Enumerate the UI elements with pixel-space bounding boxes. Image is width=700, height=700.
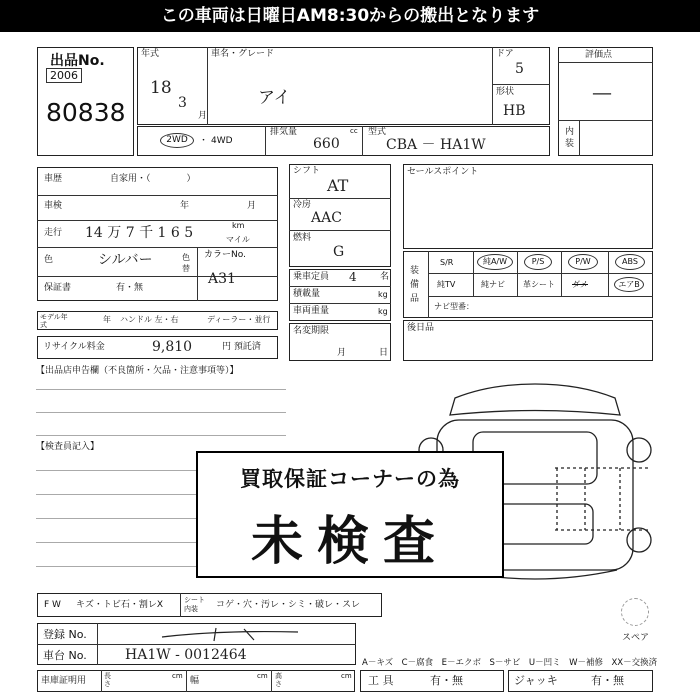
type-value: CBA － HA1W [386, 137, 486, 153]
color-code-value: A31 [208, 271, 236, 287]
equip-tv: 純TV [437, 280, 456, 289]
certificate-height-unit: cm [341, 672, 352, 680]
model-year-year: 年 [103, 315, 111, 324]
equip-abs: ABS [615, 254, 645, 270]
damage-legend: A－キズ C－腐食 E－エクボ S－サビ U－凹ミ W－補修 XX－交換済 [362, 658, 658, 668]
ac-value: AAC [311, 210, 342, 226]
displacement-unit: cc [350, 127, 358, 135]
equip-pw: P/W [568, 254, 598, 270]
jack-label: ジャッキ [514, 674, 558, 687]
tools-label: 工 具 [368, 674, 394, 687]
equip-navi-model: ナビ型番： [434, 302, 474, 311]
recycle-unit: 円 預託済 [222, 342, 261, 352]
recycle-value: 9,810 [152, 339, 193, 355]
history-value: 自家用・（ ） [110, 174, 196, 184]
mileage-label: 走行 [44, 228, 63, 238]
fuel-value: G [333, 244, 345, 260]
seat-label: シート内装 [184, 596, 205, 613]
mileage-mile: マイル [226, 235, 250, 244]
model-label: 車名・グレード [211, 49, 275, 59]
stamp-line-2: 未検査 [250, 512, 449, 572]
capacity-unit: 名 [380, 272, 390, 282]
color-code-label: カラーNo. [204, 250, 246, 260]
year-value: 18 [150, 78, 172, 98]
inspection-year: 年 [180, 201, 190, 211]
inspection-month: 月 [247, 201, 257, 211]
equipment-label: 装備品 [410, 266, 420, 304]
dealer: ディーラー・並行 [207, 315, 271, 324]
equip-navi: 純ナビ [481, 280, 505, 289]
equip-leather: 革シート [523, 280, 555, 289]
drive-sep: ・ [199, 136, 209, 146]
name-change-month: 月 [337, 348, 347, 358]
certificate-length-unit: cm [172, 672, 183, 680]
equip-aw: 純A/W [477, 254, 513, 270]
color-value: シルバー [98, 252, 153, 268]
later-box [403, 320, 653, 361]
doors-label: ドア [496, 49, 514, 59]
model-year-label: モデル年式 [40, 313, 68, 329]
recycle-label: リサイクル料金 [43, 342, 105, 352]
drive-4wd: 4WD [211, 136, 233, 146]
capacity-value: 4 [349, 270, 357, 284]
not-inspected-stamp [196, 451, 504, 578]
capacity-label: 乗車定員 [293, 272, 330, 282]
chassis-label: 車台 No. [43, 649, 87, 662]
registration-strike [160, 625, 300, 643]
certificate-length: 長さ [104, 672, 111, 688]
spare-label: スペア [622, 633, 650, 643]
score-label: 評価点 [585, 50, 613, 60]
color-label: 色 [44, 255, 54, 265]
color-change: 色替 [182, 253, 190, 273]
history-label: 車歴 [44, 174, 63, 184]
sales-points-label: セールスポイント [407, 167, 479, 177]
stamp-line-1: 買取保証コーナーの為 [240, 467, 460, 491]
tools-value: 有・無 [430, 674, 463, 687]
certificate-width: 幅 [190, 676, 200, 686]
inspector-label: 【検査員記入】 [36, 442, 100, 452]
registration-label: 登録 No. [43, 628, 87, 641]
seat-value: コゲ・穴・汚レ・シミ・破レ・スレ [216, 600, 361, 610]
load-label: 積載量 [293, 289, 321, 299]
weight-unit: kg [378, 307, 388, 316]
lot-number: 80838 [46, 98, 126, 127]
warranty-value: 有・無 [116, 283, 144, 293]
score-value: — [592, 80, 612, 104]
shape-value: HB [503, 103, 526, 119]
month-unit: 月 [198, 111, 208, 121]
displacement-label: 排気量 [270, 127, 298, 137]
lot-year: 2006 [46, 68, 82, 83]
month-value: 3 [178, 95, 187, 111]
equip-ps: P/S [524, 254, 552, 270]
doors-value: 5 [515, 61, 524, 77]
interior-label: 内装 [565, 127, 575, 149]
inspection-label: 車検 [44, 201, 63, 211]
mileage-km: km [232, 221, 245, 230]
displacement-value: 660 [313, 136, 340, 152]
model-value: アイ [258, 88, 291, 108]
certificate-label: 車庫証明用 [41, 676, 87, 686]
load-unit: kg [378, 290, 388, 299]
shift-label: シフト [293, 166, 321, 176]
name-change-label: 名変期限 [293, 326, 330, 336]
fuel-label: 燃料 [293, 233, 312, 243]
lot-label: 出品No. [50, 53, 105, 69]
equip-sr: S/R [440, 258, 454, 267]
mileage-value: 14 万 7 千 1 6 5 [85, 225, 194, 241]
certificate-width-unit: cm [257, 672, 268, 680]
weight-label: 車両重量 [293, 306, 330, 316]
declaration-label: 【出品店申告欄（不良箇所・欠品・注意事項等）】 [36, 366, 239, 376]
fw-label: F W [44, 600, 61, 610]
jack-value: 有・無 [591, 674, 624, 687]
year-label: 年式 [141, 49, 160, 59]
lot-box [37, 47, 134, 156]
handle: ハンドル 左・右 [120, 315, 179, 324]
warranty-label: 保証書 [44, 283, 72, 293]
equip-airbag-1: ダメ [572, 280, 588, 289]
equip-airbag-2: エアB [614, 277, 644, 292]
later-label: 後日品 [407, 323, 435, 333]
name-change-day: 日 [379, 348, 389, 358]
shape-label: 形状 [496, 87, 515, 97]
fw-value: キズ・トビ石・割レX [76, 600, 163, 610]
certificate-height: 高さ [275, 672, 282, 688]
spare-tire-icon [621, 598, 649, 626]
ac-label: 冷房 [293, 200, 312, 210]
drive-2wd: 2WD [160, 133, 194, 148]
banner: この車両は日曜日AM8:30からの搬出となります [0, 0, 700, 32]
shift-value: AT [327, 176, 349, 195]
type-label: 型式 [368, 127, 387, 137]
chassis-value: HA1W - 0012464 [125, 647, 247, 663]
